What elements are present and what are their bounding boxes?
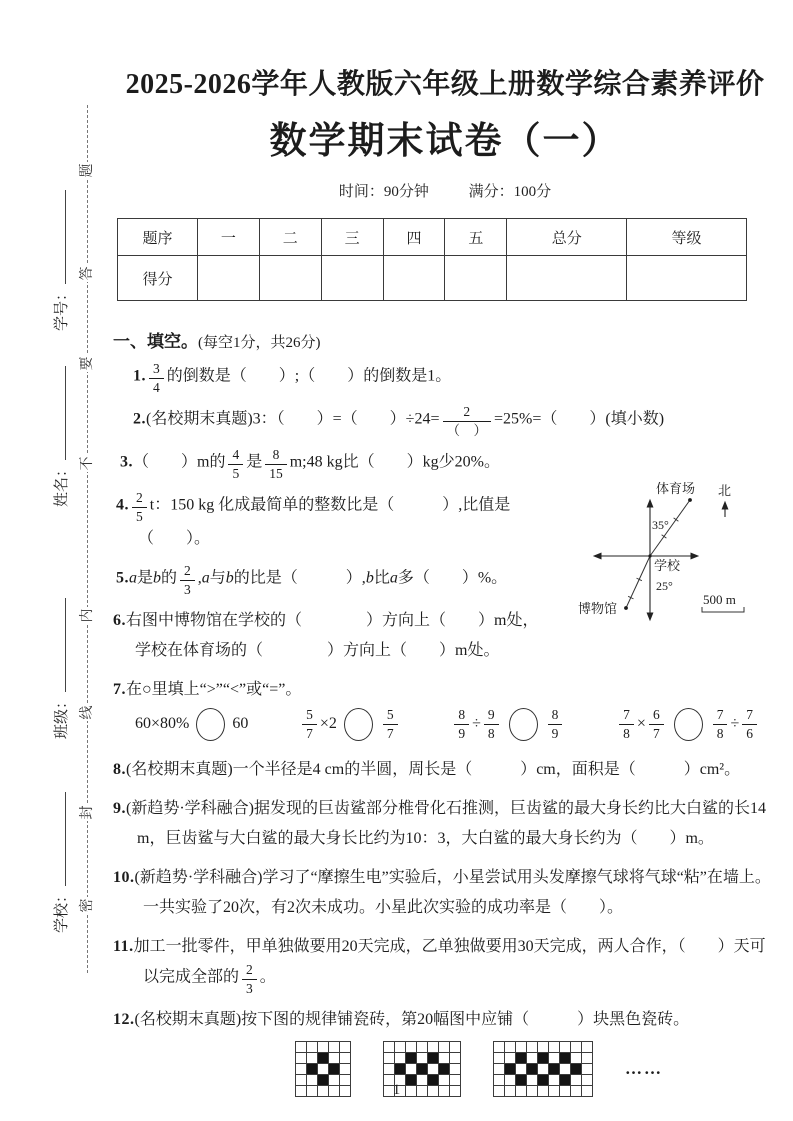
full-score-label: 满分：100分 bbox=[468, 184, 552, 200]
black-tile bbox=[307, 1064, 318, 1075]
north-label: 北 bbox=[718, 483, 732, 498]
white-tile bbox=[538, 1042, 549, 1053]
angle-35-label: 35° bbox=[652, 518, 669, 532]
fraction: $\frac{8}{9}$ bbox=[454, 707, 469, 741]
white-tile bbox=[549, 1042, 560, 1053]
question-9: 9.(新趋势·学科融合)据发现的巨齿鲨部分椎骨化石推测，巨齿鲨的最大身长约比大白鲨的长14 m，巨齿鲨与大白鲨的最大身长比约为10：3，大白鲨的最大身长约为（ ）m。 bbox=[113, 800, 766, 848]
question-8: 8.(名校期末真题)一个半径是4 cm的半圆，周长是（ ）cm，面积是（ ）cm²。 bbox=[113, 761, 741, 779]
question-12: 12.(名校期末真题)按下图的规律铺瓷砖，第20幅图中应铺（ ）块黑色瓷砖。 bbox=[113, 1011, 690, 1029]
stadium-label: 体育场 bbox=[656, 481, 696, 496]
question-11: 11.加工一批零件，甲单独做要用20天完成，乙单独做要用30天完成，两人合作，（ ）天可以完成全部的 $\frac{2}{3}$ 。 bbox=[113, 938, 766, 996]
black-tile bbox=[439, 1064, 450, 1075]
exam-info bbox=[113, 180, 777, 201]
white-tile bbox=[428, 1042, 439, 1053]
white-tile bbox=[340, 1042, 351, 1053]
white-tile bbox=[384, 1064, 395, 1075]
field-label: 姓名： bbox=[53, 461, 70, 507]
table-header-cell: 总分 bbox=[507, 219, 627, 256]
field-label: 学校： bbox=[53, 887, 70, 933]
white-tile bbox=[340, 1064, 351, 1075]
seal-char: 答 bbox=[80, 266, 95, 281]
fraction: $\frac{2}{5}$ bbox=[132, 490, 147, 524]
white-tile bbox=[450, 1042, 461, 1053]
comparison-item: $\frac{5}{7}$ ×2 $\frac{5}{7}$ bbox=[299, 707, 401, 741]
field-label: 学号： bbox=[53, 285, 70, 331]
museum-point bbox=[624, 606, 628, 610]
black-tile bbox=[505, 1064, 516, 1075]
section-title: 一、填空。 bbox=[113, 332, 198, 351]
white-tile bbox=[406, 1042, 417, 1053]
page-number: 1 bbox=[392, 1082, 401, 1098]
score-cell bbox=[627, 256, 747, 301]
seal-char: 内 bbox=[80, 608, 95, 623]
comparison-circle bbox=[509, 708, 538, 741]
field-name bbox=[50, 343, 70, 507]
question-6-line2: 学校在体育场的（ ）方向上（ ）m处。 bbox=[135, 642, 500, 660]
white-tile bbox=[307, 1053, 318, 1064]
seal-char: 题 bbox=[80, 163, 95, 178]
white-tile bbox=[560, 1064, 571, 1075]
fraction: $\frac{8}{15}$ bbox=[265, 447, 287, 481]
black-tile bbox=[538, 1053, 549, 1064]
black-tile bbox=[417, 1064, 428, 1075]
fraction: $\frac{7}{6}$ bbox=[742, 707, 757, 741]
white-tile bbox=[318, 1064, 329, 1075]
white-tile bbox=[384, 1053, 395, 1064]
fraction: $\frac{2}{( )}$ bbox=[443, 404, 492, 438]
white-tile bbox=[395, 1042, 406, 1053]
white-tile bbox=[516, 1064, 527, 1075]
fraction: $\frac{6}{7}$ bbox=[649, 707, 664, 741]
write-line bbox=[54, 598, 66, 692]
fraction: $\frac{9}{8}$ bbox=[484, 707, 499, 741]
black-tile bbox=[318, 1053, 329, 1064]
table-header-cell: 二 bbox=[259, 219, 321, 256]
write-line bbox=[54, 366, 66, 460]
black-tile bbox=[329, 1064, 340, 1075]
seal-char: 线 bbox=[80, 705, 95, 720]
white-tile bbox=[318, 1042, 329, 1053]
white-tile bbox=[296, 1053, 307, 1064]
question-5: 5.a是b的 $\frac{2}{3}$ ,a与b的比是（ ）,b比a多（ ）%。 bbox=[116, 563, 508, 597]
school-point bbox=[648, 554, 651, 557]
white-tile bbox=[329, 1042, 340, 1053]
fraction: $\frac{2}{3}$ bbox=[242, 962, 257, 996]
section-note: (每空1分，共26分) bbox=[198, 335, 321, 351]
table-header-cell: 题序 bbox=[118, 219, 198, 256]
fraction: $\frac{4}{5}$ bbox=[228, 447, 243, 481]
comparison-item: $\frac{8}{9}$ ÷ $\frac{9}{8}$ $\frac{8}{9}$ bbox=[451, 707, 565, 741]
fraction: $\frac{5}{7}$ bbox=[302, 707, 317, 741]
fraction: $\frac{2}{3}$ bbox=[180, 563, 195, 597]
fraction: $\frac{7}{8}$ bbox=[713, 707, 728, 741]
comparison-item: 60×80% 60 bbox=[135, 707, 248, 741]
seal-char: 封 bbox=[80, 805, 95, 820]
white-tile bbox=[516, 1042, 527, 1053]
black-tile bbox=[571, 1064, 582, 1075]
question-10: 10.(新趋势·学科融合)学习了“摩擦生电”实验后，小星尝试用头发摩擦气球将气球“粘”在墙上。一共实验了20次，有2次未成功。小星此次实验的成功率是（ ）。 bbox=[113, 869, 771, 917]
table-header-cell: 三 bbox=[321, 219, 383, 256]
white-tile bbox=[296, 1064, 307, 1075]
table-header-cell: 五 bbox=[445, 219, 507, 256]
field-class bbox=[50, 575, 70, 739]
black-tile bbox=[527, 1064, 538, 1075]
comparison-circle bbox=[674, 708, 703, 741]
white-tile bbox=[450, 1053, 461, 1064]
white-tile bbox=[527, 1042, 538, 1053]
score-cell bbox=[445, 256, 507, 301]
school-label: 学校 bbox=[654, 558, 681, 573]
white-tile bbox=[538, 1064, 549, 1075]
white-tile bbox=[417, 1042, 428, 1053]
question-4: 4. $\frac{2}{5}$ t：150 kg 化成最简单的整数比是（ ）,比值是（ ）。 bbox=[116, 490, 511, 548]
score-table bbox=[117, 218, 747, 301]
black-tile bbox=[516, 1053, 527, 1064]
white-tile bbox=[549, 1053, 560, 1064]
field-school bbox=[50, 769, 70, 933]
score-cell bbox=[321, 256, 383, 301]
white-tile bbox=[329, 1053, 340, 1064]
time-label: 时间：90分钟 bbox=[338, 184, 429, 200]
seal-dashed-line bbox=[87, 105, 88, 973]
fraction: $\frac{8}{9}$ bbox=[548, 707, 563, 741]
question-3: 3.（ ）m的 $\frac{4}{5}$ 是 $\frac{8}{15}$ m;48 kg比（ ）kg少20%。 bbox=[120, 447, 500, 481]
white-tile bbox=[395, 1053, 406, 1064]
comparison-circle bbox=[344, 708, 373, 741]
question-2: 2.(名校期末真题)3：（ ）=（ ）÷24= $\frac{2}{( )}$ =25%=（ ）(填小数) bbox=[133, 404, 665, 438]
museum-label: 博物馆 bbox=[578, 601, 618, 616]
fraction: $\frac{7}{8}$ bbox=[619, 707, 634, 741]
white-tile bbox=[560, 1042, 571, 1053]
stadium-point bbox=[688, 498, 692, 502]
seal-char: 不 bbox=[80, 456, 95, 471]
table-header-cell: 等级 bbox=[627, 219, 747, 256]
comparison-circle bbox=[196, 708, 225, 741]
field-label: 班级： bbox=[53, 693, 70, 739]
white-tile bbox=[439, 1053, 450, 1064]
white-tile bbox=[505, 1042, 516, 1053]
white-tile bbox=[494, 1064, 505, 1075]
white-tile bbox=[406, 1064, 417, 1075]
black-tile bbox=[395, 1064, 406, 1075]
black-tile bbox=[428, 1053, 439, 1064]
table-header-cell: 四 bbox=[383, 219, 445, 256]
white-tile bbox=[582, 1042, 593, 1053]
score-cell bbox=[198, 256, 260, 301]
seal-char: 密 bbox=[80, 898, 95, 913]
white-tile bbox=[417, 1053, 428, 1064]
white-tile bbox=[340, 1053, 351, 1064]
score-row-label: 得分 bbox=[118, 256, 198, 301]
score-cell bbox=[383, 256, 445, 301]
black-tile bbox=[406, 1053, 417, 1064]
white-tile bbox=[494, 1053, 505, 1064]
comparison-item: $\frac{7}{8}$ × $\frac{6}{7}$ $\frac{7}{8}$ ÷ $\frac{7}{6}$ bbox=[616, 707, 760, 741]
write-line bbox=[54, 190, 66, 284]
white-tile bbox=[494, 1042, 505, 1053]
seal-char: 要 bbox=[80, 356, 95, 371]
black-tile bbox=[560, 1053, 571, 1064]
white-tile bbox=[296, 1042, 307, 1053]
black-tile bbox=[549, 1064, 560, 1075]
white-tile bbox=[307, 1042, 318, 1053]
fraction: $\frac{5}{7}$ bbox=[383, 707, 398, 741]
white-tile bbox=[582, 1053, 593, 1064]
question-1: 1. $\frac{3}{4}$ 的倒数是（ ）;（ ）的倒数是1。 bbox=[133, 361, 452, 395]
write-line bbox=[54, 792, 66, 886]
white-tile bbox=[439, 1042, 450, 1053]
direction-diagram bbox=[576, 471, 793, 641]
section-heading bbox=[113, 327, 777, 352]
white-tile bbox=[582, 1064, 593, 1075]
question-6: 6.右图中博物馆在学校的（ ）方向上（ ）m处， bbox=[113, 612, 539, 630]
white-tile bbox=[450, 1064, 461, 1075]
scale-label: 500 m bbox=[703, 592, 736, 607]
comparison-row bbox=[135, 707, 760, 741]
white-tile bbox=[505, 1053, 516, 1064]
fraction: $\frac{3}{4}$ bbox=[149, 361, 164, 395]
exam-subtitle: 数学期末试卷（一） bbox=[269, 121, 621, 162]
page-title: 2025-2026学年人教版六年级上册数学综合素养评价 bbox=[125, 69, 765, 100]
white-tile bbox=[527, 1053, 538, 1064]
table-header-cell: 一 bbox=[198, 219, 260, 256]
field-student-id bbox=[50, 167, 70, 331]
white-tile bbox=[384, 1042, 395, 1053]
angle-25-label: 25° bbox=[656, 579, 673, 593]
score-cell bbox=[259, 256, 321, 301]
white-tile bbox=[428, 1064, 439, 1075]
white-tile bbox=[571, 1053, 582, 1064]
pattern-ellipsis: …… bbox=[625, 1059, 663, 1079]
question-7: 7.在○里填上“>”“<”或“=”。 bbox=[113, 681, 302, 699]
white-tile bbox=[571, 1042, 582, 1053]
score-cell bbox=[507, 256, 627, 301]
